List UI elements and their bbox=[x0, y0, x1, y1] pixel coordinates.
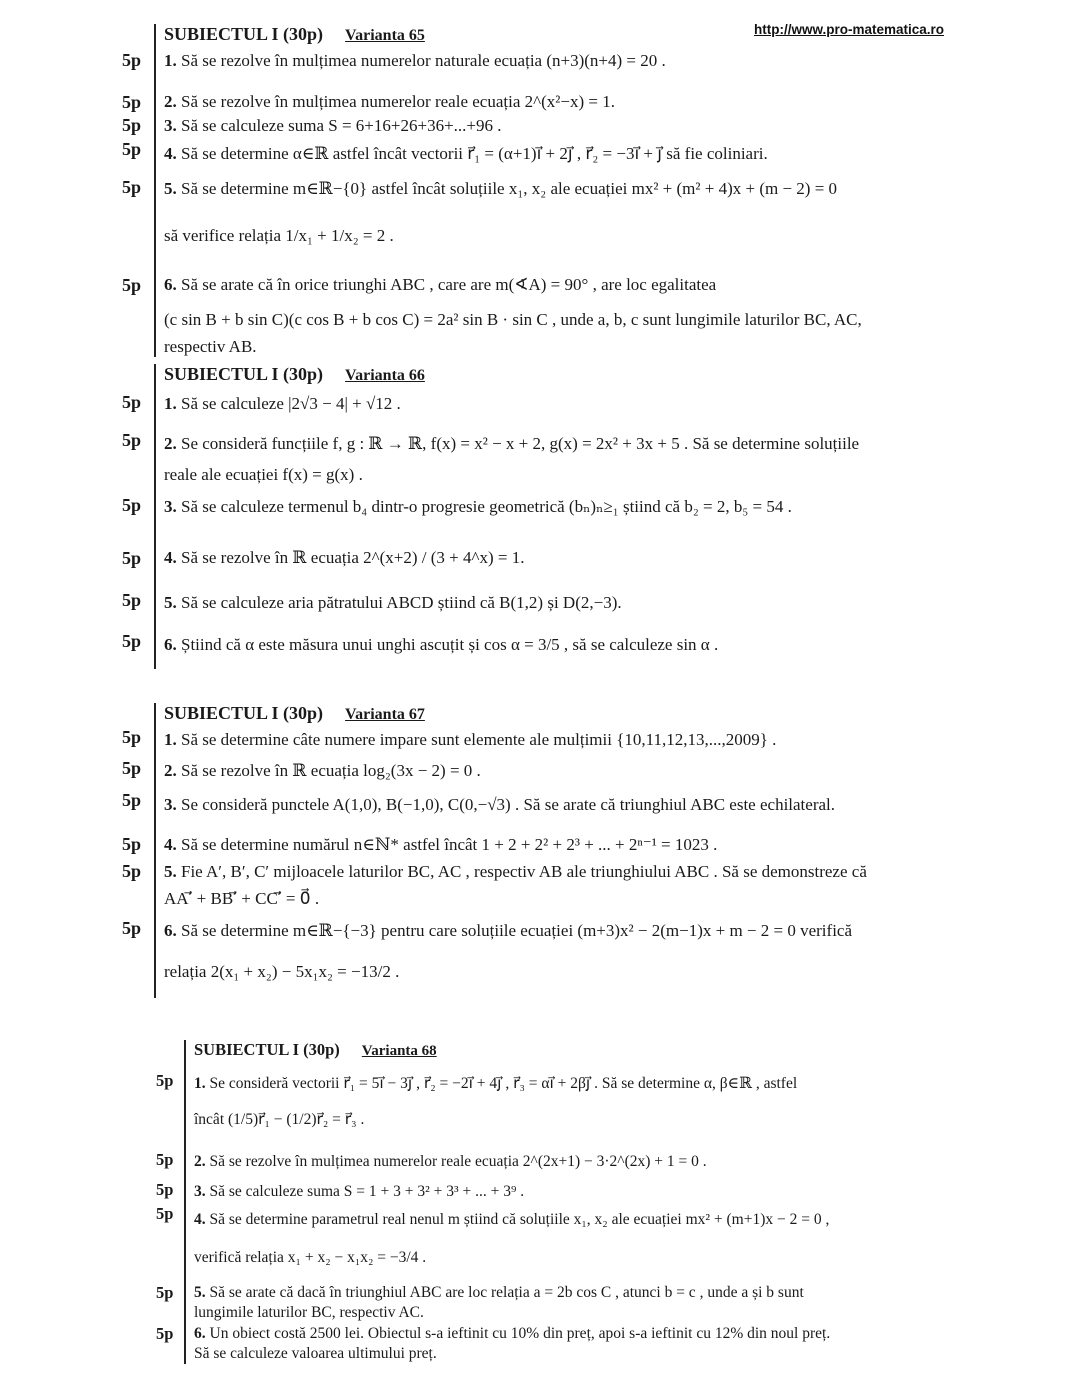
variant-label: Varianta 66 bbox=[345, 367, 425, 384]
problem-text: Să se calculeze aria pătratului ABCD știind că B(1,2) și D(2,−3). bbox=[181, 593, 622, 612]
problem-number: 1. bbox=[194, 1075, 206, 1092]
points-label: 5p bbox=[156, 1150, 174, 1169]
problem-65-6-cont: (c sin B + b sin C)(c cos B + b cos C) = 2a² sin B · sin C , unde a, b, c sunt lungimile laturilor BC, AC, bbox=[164, 310, 862, 329]
margin-rule bbox=[154, 364, 156, 669]
problem-65-2 bbox=[164, 92, 615, 112]
section-title: SUBIECTUL I (30p) bbox=[194, 1040, 340, 1059]
problem-number: 6. bbox=[194, 1325, 206, 1342]
margin-rule bbox=[154, 703, 156, 998]
variant-label: Varianta 65 bbox=[345, 27, 425, 44]
problem-65-6-cont2: respectiv AB. bbox=[164, 337, 257, 356]
problem-text: Să se calculeze |2√3 − 4| + √12 . bbox=[181, 394, 401, 413]
points-label: 5p bbox=[122, 861, 142, 881]
problem-number: 5. bbox=[164, 862, 177, 881]
points-label: 5p bbox=[122, 548, 142, 568]
problem-66-3 bbox=[164, 497, 792, 517]
problem-number: 1. bbox=[164, 730, 177, 749]
problem-text: Se consideră punctele A(1,0), B(−1,0), C(0,−√3) . Să se arate că triunghiul ABC este echilateral. bbox=[181, 795, 836, 814]
points-label: 5p bbox=[122, 727, 142, 747]
problem-number: 1. bbox=[164, 394, 177, 413]
problem-number: 2. bbox=[164, 92, 177, 111]
points-label: 5p bbox=[122, 92, 142, 112]
problem-number: 2. bbox=[164, 434, 177, 453]
problem-68-3 bbox=[194, 1182, 524, 1202]
problem-number: 5. bbox=[194, 1284, 206, 1301]
problem-67-6 bbox=[164, 921, 852, 941]
section-header bbox=[164, 703, 425, 724]
problem-65-5 bbox=[164, 179, 837, 199]
problem-text: Să se determine α∈ℝ astfel încât vectorii r⃗₁ = (α+1)i⃗ + 2j⃗ , r⃗₂ = −3i⃗ + j⃗ să fie coliniari. bbox=[181, 144, 768, 163]
problem-66-6 bbox=[164, 635, 718, 655]
problem-text: Fie A′, B′, C′ mijloacele laturilor BC, AC , respectiv AB ale triunghiului ABC . Să se demonstreze că bbox=[181, 862, 867, 881]
problem-number: 4. bbox=[194, 1211, 206, 1228]
points-label: 5p bbox=[122, 115, 142, 135]
problem-68-2 bbox=[194, 1152, 707, 1172]
variant-label: Varianta 68 bbox=[361, 1043, 437, 1059]
problem-number: 2. bbox=[164, 761, 177, 780]
section-header bbox=[194, 1040, 437, 1060]
problem-67-3 bbox=[164, 795, 835, 815]
site-url-link[interactable]: http://www.pro-matematica.ro bbox=[754, 22, 945, 37]
points-label: 5p bbox=[156, 1071, 174, 1090]
points-label: 5p bbox=[156, 1180, 174, 1199]
problem-text: Să se calculeze termenul b₄ dintr-o progresie geometrică (bₙ)ₙ≥₁ știind că b₂ = 2, b₅ = 54 . bbox=[181, 497, 792, 516]
points-label: 5p bbox=[156, 1283, 174, 1302]
problem-68-6-cont: Să se calculeze valoarea ultimului preț. bbox=[194, 1345, 437, 1362]
problem-68-4-cont: verifică relația x₁ + x₂ − x₁x₂ = −3/4 . bbox=[194, 1249, 427, 1266]
problem-text: Să se calculeze suma S = 6+16+26+36+...+96 . bbox=[181, 116, 502, 135]
problem-text: Să se rezolve în mulțimea numerelor naturale ecuația (n+3)(n+4) = 20 . bbox=[181, 51, 666, 70]
margin-rule bbox=[154, 24, 156, 357]
problem-66-1 bbox=[164, 394, 401, 414]
problem-text: Se consideră vectorii r⃗₁ = 5i⃗ − 3j⃗ , r⃗₂ = −2i⃗ + 4j⃗ , r⃗₃ = αi⃗ + 2βj⃗ . Să se determine α, β∈ℝ , astfel bbox=[209, 1075, 798, 1092]
problem-66-2-cont: reale ale ecuației f(x) = g(x) . bbox=[164, 465, 363, 484]
problem-text: Un obiect costă 2500 lei. Obiectul s-a ieftinit cu 10% din preț, apoi s-a ieftinit cu 12% din noul preț. bbox=[209, 1325, 831, 1342]
problem-number: 3. bbox=[164, 795, 177, 814]
problem-number: 6. bbox=[164, 275, 177, 294]
points-label: 5p bbox=[122, 50, 142, 70]
problem-text: Să se rezolve în ℝ ecuația log₂(3x − 2) = 0 . bbox=[181, 761, 481, 780]
problem-text: Să se determine m∈ℝ−{0} astfel încât soluțiile x₁, x₂ ale ecuației mx² + (m² + 4)x + (m − 2) = 0 bbox=[181, 179, 838, 198]
section-title: SUBIECTUL I (30p) bbox=[164, 24, 324, 44]
problem-text: Să se determine parametrul real nenul m știind că soluțiile x₁, x₂ ale ecuației mx² + (m+1)x − 2 = 0 , bbox=[209, 1211, 830, 1228]
margin-rule bbox=[184, 1040, 186, 1364]
problem-text: Să se determine m∈ℝ−{−3} pentru care soluțiile ecuației (m+3)x² − 2(m−1)x + m − 2 = 0 verifică bbox=[181, 921, 853, 940]
problem-text: Să se rezolve în mulțimea numerelor reale ecuația 2^(x²−x) = 1. bbox=[181, 92, 615, 111]
problem-68-1-cont: încât (1/5)r⃗₁ − (1/2)r⃗₂ = r⃗₃ . bbox=[194, 1111, 365, 1128]
points-label: 5p bbox=[122, 495, 142, 515]
problem-68-6 bbox=[194, 1324, 830, 1344]
points-label: 5p bbox=[122, 918, 142, 938]
problem-66-2 bbox=[164, 434, 859, 454]
problem-67-5 bbox=[164, 862, 867, 882]
points-label: 5p bbox=[122, 834, 142, 854]
points-label: 5p bbox=[122, 275, 142, 295]
problem-text: Să se rezolve în ℝ ecuația 2^(x+2) / (3 + 4^x) = 1. bbox=[181, 548, 525, 567]
problem-text: Să se calculeze suma S = 1 + 3 + 3² + 3³ + ... + 3⁹ . bbox=[209, 1183, 525, 1200]
problem-65-4 bbox=[164, 144, 768, 164]
points-label: 5p bbox=[122, 758, 142, 778]
problem-number: 5. bbox=[164, 179, 177, 198]
problem-68-5-cont: lungimile laturilor BC, respectiv AC. bbox=[194, 1304, 424, 1321]
points-label: 5p bbox=[122, 139, 142, 159]
problem-65-3 bbox=[164, 116, 502, 136]
points-label: 5p bbox=[156, 1324, 174, 1343]
points-label: 5p bbox=[122, 590, 142, 610]
section-title: SUBIECTUL I (30p) bbox=[164, 703, 324, 723]
problem-67-2 bbox=[164, 761, 481, 781]
problem-text: Să se arate că dacă în triunghiul ABC are loc relația a = 2b cos C , atunci b = c , unde a și b sunt bbox=[209, 1284, 804, 1301]
problem-67-4 bbox=[164, 835, 717, 855]
problem-text: Să se determine numărul n∈ℕ* astfel încât 1 + 2 + 2² + 2³ + ... + 2ⁿ⁻¹ = 1023 . bbox=[181, 835, 718, 854]
problem-66-4 bbox=[164, 548, 525, 568]
problem-text: Să se determine câte numere impare sunt elemente ale mulțimii {10,11,12,13,...,2009} . bbox=[181, 730, 777, 749]
problem-65-5-cont: să verifice relația 1/x₁ + 1/x₂ = 2 . bbox=[164, 226, 394, 245]
points-label: 5p bbox=[122, 430, 142, 450]
problem-text: Să se rezolve în mulțimea numerelor reale ecuația 2^(2x+1) − 3·2^(2x) + 1 = 0 . bbox=[209, 1153, 707, 1170]
problem-68-5 bbox=[194, 1283, 804, 1303]
points-label: 5p bbox=[122, 631, 142, 651]
problem-number: 3. bbox=[164, 497, 177, 516]
problem-68-4 bbox=[194, 1210, 829, 1230]
problem-68-1 bbox=[194, 1074, 797, 1094]
section-header bbox=[164, 364, 425, 385]
problem-number: 4. bbox=[164, 548, 177, 567]
points-label: 5p bbox=[122, 392, 142, 412]
points-label: 5p bbox=[122, 177, 142, 197]
problem-number: 4. bbox=[164, 835, 177, 854]
problem-text: Să se arate că în orice triunghi ABC , care are m(∢A) = 90° , are loc egalitatea bbox=[181, 275, 717, 294]
problem-67-1 bbox=[164, 730, 776, 750]
problem-67-6-cont: relația 2(x₁ + x₂) − 5x₁x₂ = −13/2 . bbox=[164, 962, 400, 981]
points-label: 5p bbox=[122, 790, 142, 810]
problem-65-6 bbox=[164, 275, 716, 295]
section-header bbox=[164, 24, 425, 45]
problem-number: 3. bbox=[164, 116, 177, 135]
problem-number: 2. bbox=[194, 1153, 206, 1170]
problem-number: 1. bbox=[164, 51, 177, 70]
problem-65-1 bbox=[164, 51, 666, 71]
variant-label: Varianta 67 bbox=[345, 706, 425, 723]
points-label: 5p bbox=[156, 1204, 174, 1223]
problem-number: 4. bbox=[164, 144, 177, 163]
problem-number: 5. bbox=[164, 593, 177, 612]
section-title: SUBIECTUL I (30p) bbox=[164, 364, 324, 384]
problem-67-5-cont: AA′⃗ + BB′⃗ + CC′⃗ = 0⃗ . bbox=[164, 889, 320, 908]
problem-number: 3. bbox=[194, 1183, 206, 1200]
problem-text: Se consideră funcțiile f, g : ℝ → ℝ, f(x) = x² − x + 2, g(x) = 2x² + 3x + 5 . Să se determine soluțiile bbox=[181, 434, 860, 453]
problem-number: 6. bbox=[164, 921, 177, 940]
problem-text: Știind că α este măsura unui unghi ascuțit și cos α = 3/5 , să se calculeze sin α . bbox=[181, 635, 719, 654]
problem-number: 6. bbox=[164, 635, 177, 654]
problem-66-5 bbox=[164, 593, 622, 613]
